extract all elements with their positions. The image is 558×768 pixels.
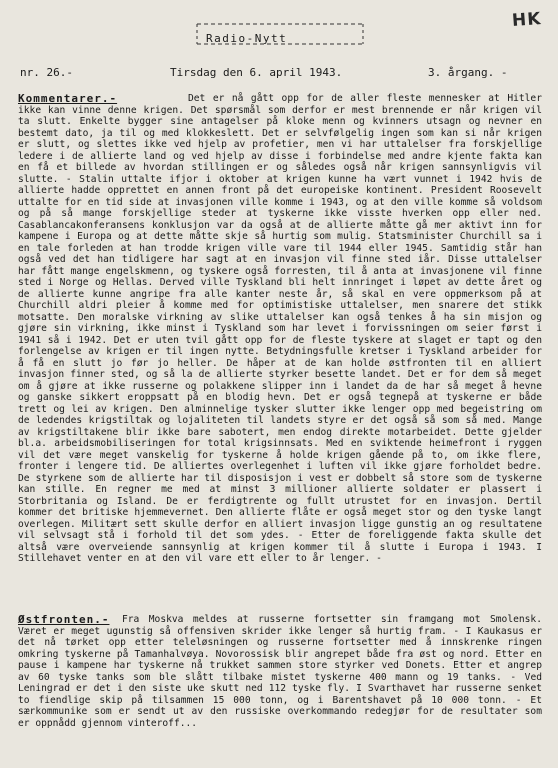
issue-date: Tirsdag den 6. april 1943. bbox=[170, 66, 343, 79]
section-heading-kommentarer: Kommentarer.- bbox=[18, 92, 118, 105]
section-body-kommentarer: Det er nå gått opp for de aller fleste mennesker at Hitler ikke kan vinne denne krigen. Det spørsmål som derfor er mest brennende er når krigen vil ta slutt. Enkelte bygger sine antagelser på kloke menn og kvinners utsagn og nevner en bestemt dato, ja til og med klokkeslett. Det er selvfølgelig ingen som kan si når krigen er slutt, og slettes ikke ved hjelp av profetier, men vi har uttalelser fra forskjellige ledere i de allierte land og ved hjelp av disse i forbindelse med andre kjente fakta kan en få et billede av hvordan stillingen er og således også når krigen sannsynligvis vil slutte. - Stalin uttalte ifjor i oktober at krigen kunne ha vært vunnet i 1942 hvis de allierte hadde opprettet en annen front på det europeiske kontinent. President Roosevelt uttalte for en tid side at invasjonen ville komme i 1943, og at den ville komme så voldsom og på så mange forskjellige steder at tyskerne ikke visste hverken opp eller ned. Casablancakonferansens konklusjon var da også at de allierte måtte gå mer aktivt inn for kampene i Europa og at dette måtte skje så hurtig som mulig. Statsminister Churchill sa i en tale forleden at han trodde krigen ville vare til 1944 eller 1945. Samtidig står han også ved det han tidligere har sagt at en invasjon vil finne sted iår. Disse uttalelser har fått mange engelskmenn, og tyskere også forresten, til å anta at invasjonene vil finne sted i Norge og Hellas. Derved ville Tyskland bli helt innringet i løpet av dette året og de allierte kunne angripe fra alle kanter neste år, så skal en vere oppmerksom på at Churchill aldri pleier å komme med for optimistiske uttalelser, men snarere det stikk motsatte. Den moralske virkning av slike uttalelser kan også tenkes å ha sin misjon og gjøre sin virkning, ikke minst i Tyskland som har levet i forvissningen om seier først i 1941 så i 1942. Det er uten tvil gått opp for de fleste tyskere at slaget er tapt og den forlengelse av krigen er til ingen nytte. Betydningsfulle kretser i Tyskland arbeider for å få en slutt jo før jo heller. De håper at de kan holde østfronten til en alliert invasjon finner sted, og så la de allierte styrker besette landet. Det er for dem så meget om å gjøre at ikke russerne og polakkene slipper inn i landet da de har så meget å hevne og ganske sikkert eroppsatt på en blodig hevn. Det er også tegnepå at tyskerne er både trett og lei av krigen. Den alminnelige tysker slutter ikke lenger opp med begeistring om de ledendes krigstiltak og lojaliteten til landets styre er det også så som så med. Mange av krigstiltakene blir ikke bare sabotert, men endog direkte motarbeidet. Dette gjelder bl.a. arbeidsmobiliseringen for total krigsinnsats. Med en sviktende heimefront i ryggen vil det være meget vanskelig for tyskerne å holde krigen gående på to, om ikke flere, fronter i lengere tid. De alliertes overlegenhet i luften vil ikke gjøre forholdet bedre. De styrkene som de allierte har til disposisjon i vest er dobbelt så store som de tyskerne kan stille. En regner me med at minst 3 millioner allierte soldater er plassert i Storbritania og Island. De er ferdigtrente og fullt utrustet for en invasjon. Dertil kommer det britiske hjemmevernet. Den allierte flåte er også meget stor og den tyske langt overlegen. Militært sett skulle derfor en alliert invasjon ligge gunstig an og resultatene vil selvsagt stå i forhold til det som ydes. - Etter de foreliggende fakta skulle det altså være overveiende sannsynlig at krigen kommer til å slutte i Europa i 1943. I Stillehavet venter en at den vil vare ett eller to år lenger. - bbox=[18, 93, 542, 564]
section-heading-ostfronten: Østfronten.- bbox=[18, 613, 110, 626]
newsletter-title: Radio-Nytt bbox=[206, 32, 288, 45]
volume-label: 3. årgang. - bbox=[428, 66, 508, 79]
section-body-ostfronten: Fra Moskva meldes at russerne fortsetter sin framgang mot Smolensk. Været er meget ugunstig så offensiven skrider ikke lenger så hurtig fram. - I Kaukasus er det nå tørket opp etter teleløsningen og russerne fortsetter med å innskrenke ringen omkring tyskerne på Tamanhalvøya. Novorossisk blir angrepet både fra øst og nord. Etter en pause i kampene har tyskerne nå trukket sammen store styrker ved Donets. Etter et angrep av 60 tyske tanks som ble slått tilbake mistet tyskerne 400 mann og 19 tanks. - Ved Leningrad er det i den siste uke skutt ned 112 tyske fly. I Svarthavet har russerne senket to fiendlige skip på tilsammen 15 000 tonn, og i Barentshavet på 10 000 tonn. - Et særkommunike som er sendt ut av den russiske overkommando redegjør for de resultater som er oppnådd gjennom vinteroff... bbox=[18, 614, 542, 729]
handwritten-corner-mark: HK bbox=[511, 8, 543, 32]
issue-number: nr. 26.- bbox=[20, 66, 73, 79]
